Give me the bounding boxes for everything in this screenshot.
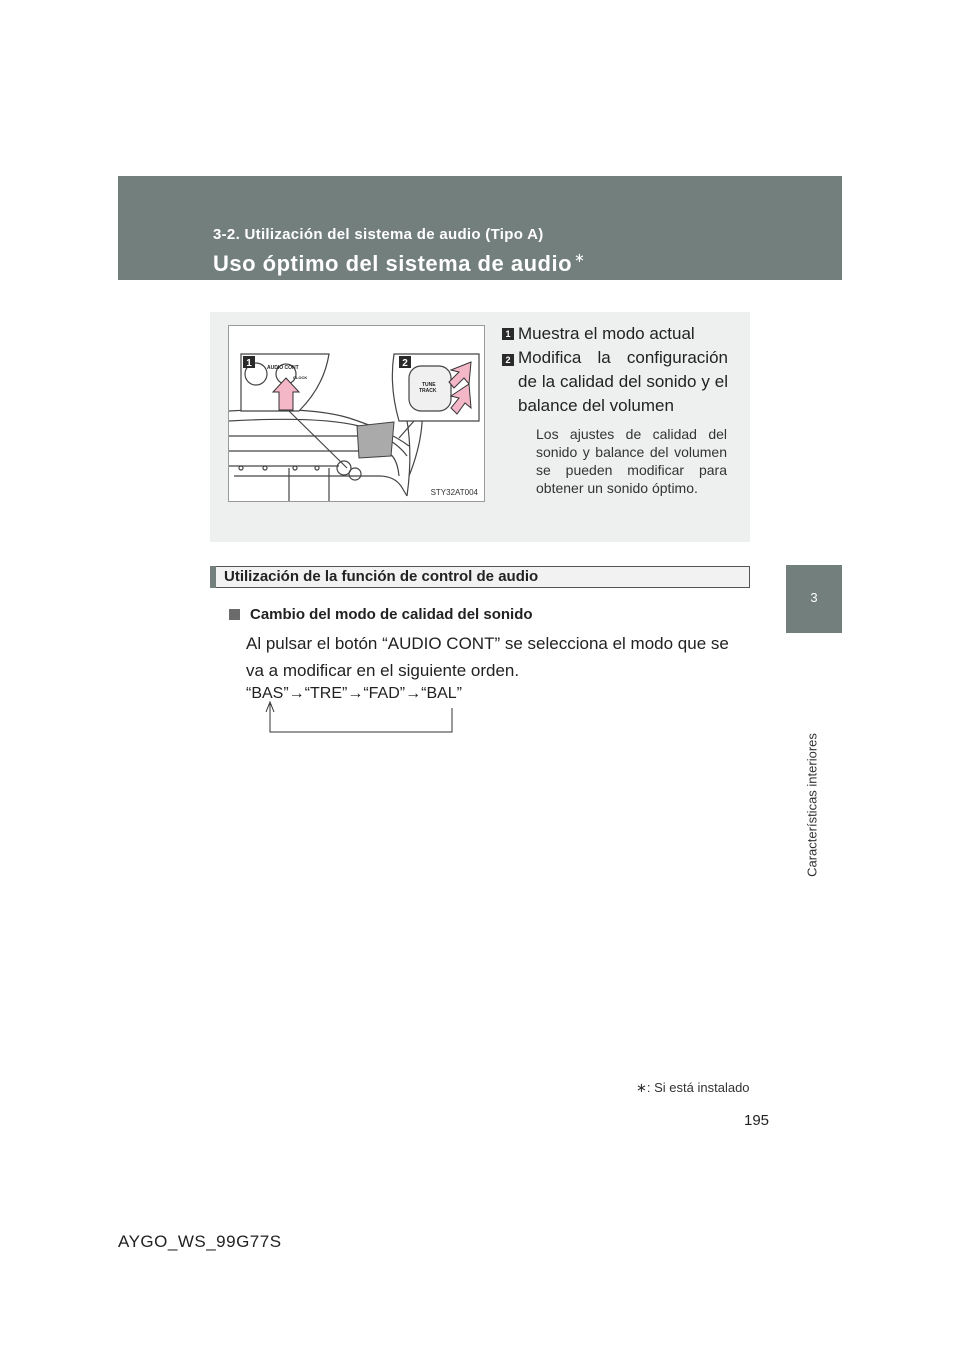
audio-panel-illustration [229,326,485,502]
sequence-item-fad: “FAD” [363,685,406,702]
subsection-accent [210,566,216,588]
bullet-heading [229,606,533,623]
legend-item-2: Modifica la configuración de la calidad del sonido y el balance del volumen [518,348,728,415]
subsection-title: Utilización de la función de control de audio [224,568,539,585]
legend-note: Los ajustes de calidad del sonido y balance del volumen se pueden modificar para obtener un sonido óptimo. [536,426,727,496]
arrow-right-icon: → [405,685,422,702]
footnote-text: : Si está instalado [646,1080,750,1095]
legend-badge-1: 1 [502,328,514,340]
page-title-text: Uso óptimo del sistema de audio [213,251,573,276]
legend-badge-2: 2 [502,354,514,366]
square-bullet-icon [229,609,240,620]
title-asterisk-icon: ∗ [574,250,586,265]
figure-badge-2-text: 2 [402,358,408,369]
figure-code: STY32AT004 [430,488,478,497]
arrow-right-icon: → [347,685,364,702]
legend-item-1: Muestra el modo actual [518,324,695,343]
bullet-heading-text: Cambio del modo de calidad del sonido [250,606,533,623]
tune-label: TUNE [422,382,436,388]
sequence-item-bal: “BAL” [421,685,463,702]
chapter-label: Características interiores [804,733,820,877]
chapter-number: 3 [810,590,818,605]
arrow-right-icon: → [288,685,305,702]
body-paragraph: Al pulsar el botón “AUDIO CONT” se selecciona el modo que se va a modificar en el siguiente orden. [246,634,729,680]
figure-badge-1-text: 1 [246,358,252,369]
clock-label: CLOCK [293,375,308,380]
footnote [636,1080,750,1096]
page-number: 195 [744,1112,770,1129]
audio-panel-figure [228,325,485,502]
sequence-item-tre: “TRE” [304,685,348,702]
section-label: 3-2. Utilización del sistema de audio (Tipo A) [213,226,544,243]
sequence-item-bas: “BAS” [246,685,289,702]
page-title [213,250,585,277]
audio-cont-label: AUDIO CONT [267,365,299,371]
footnote-asterisk-icon: ∗ [636,1080,647,1095]
document-code: AYGO_WS_99G77S [118,1232,282,1251]
track-label: TRACK [419,388,437,394]
loop-back-arrow-icon [260,700,460,740]
